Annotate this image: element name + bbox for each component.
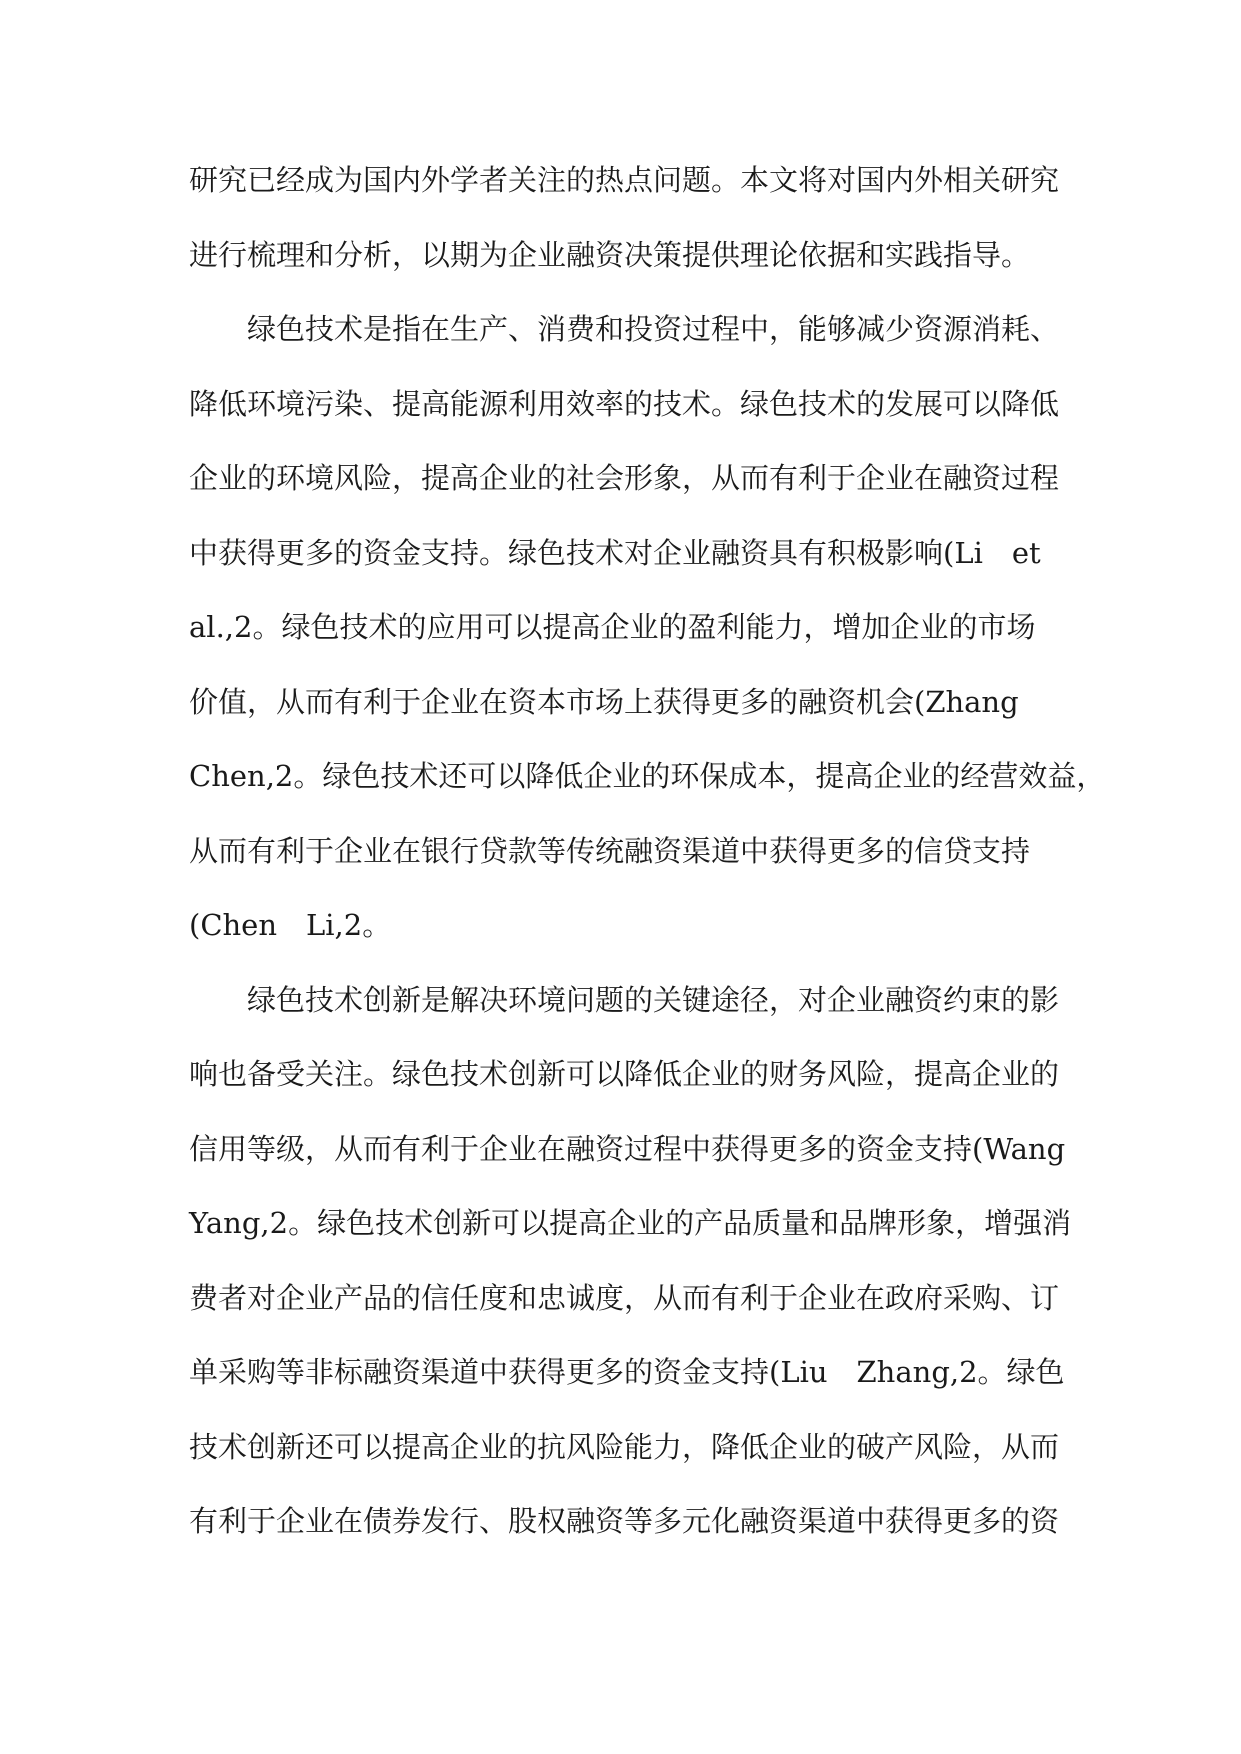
text-line: 从而有利于企业在银行贷款等传统融资渠道中获得更多的信贷支持 (189, 833, 1031, 868)
text-line: 研究已经成为国内外学者关注的热点问题。本文将对国内外相关研究 (189, 163, 1060, 197)
text-line: 降低环境污染、提高能源利用效率的技术。绿色技术的发展可以降低 (189, 386, 1060, 421)
text-line: 信用等级，从而有利于企业在融资过程中获得更多的资金支持(Wang (189, 1131, 1066, 1166)
text-line: Yang,2。绿色技术创新可以提高企业的产品质量和品牌形象，增强消 (189, 1206, 1072, 1240)
text-line: 单采购等非标融资渠道中获得更多的资金支持(Liu Zhang,2。绿色 (189, 1355, 1065, 1389)
text-line: (Chen Li,2。 (189, 908, 392, 942)
text-line: 进行梳理和分析，以期为企业融资决策提供理论依据和实践指导。 (189, 237, 1031, 272)
text-line: Chen,2。绿色技术还可以降低企业的环保成本，提高企业的经营效益， (189, 759, 1106, 793)
text-line: 绿色技术是指在生产、消费和投资过程中，能够减少资源消耗、 (189, 312, 1060, 346)
text-line: 企业的环境风险，提高企业的社会形象，从而有利于企业在融资过程 (189, 461, 1060, 495)
text-line: 价值，从而有利于企业在资本市场上获得更多的融资机会(Zhang (189, 684, 1019, 719)
body-text (189, 143, 1106, 1559)
text-line: 绿色技术创新是解决环境问题的关键途径，对企业融资约束的影 (189, 982, 1060, 1017)
text-line: al.,2。绿色技术的应用可以提高企业的盈利能力，增加企业的市场 (189, 610, 1036, 644)
text-line: 技术创新还可以提高企业的抗风险能力，降低企业的破产风险，从而 (189, 1429, 1060, 1464)
text-line: 有利于企业在债券发行、股权融资等多元化融资渠道中获得更多的资 (189, 1504, 1060, 1538)
text-line: 响也备受关注。绿色技术创新可以降低企业的财务风险，提高企业的 (189, 1057, 1060, 1091)
text-line: 中获得更多的资金支持。绿色技术对企业融资具有积极影响(Li et (189, 535, 1041, 570)
text-line: 费者对企业产品的信任度和忠诚度，从而有利于企业在政府采购、订 (189, 1280, 1060, 1315)
